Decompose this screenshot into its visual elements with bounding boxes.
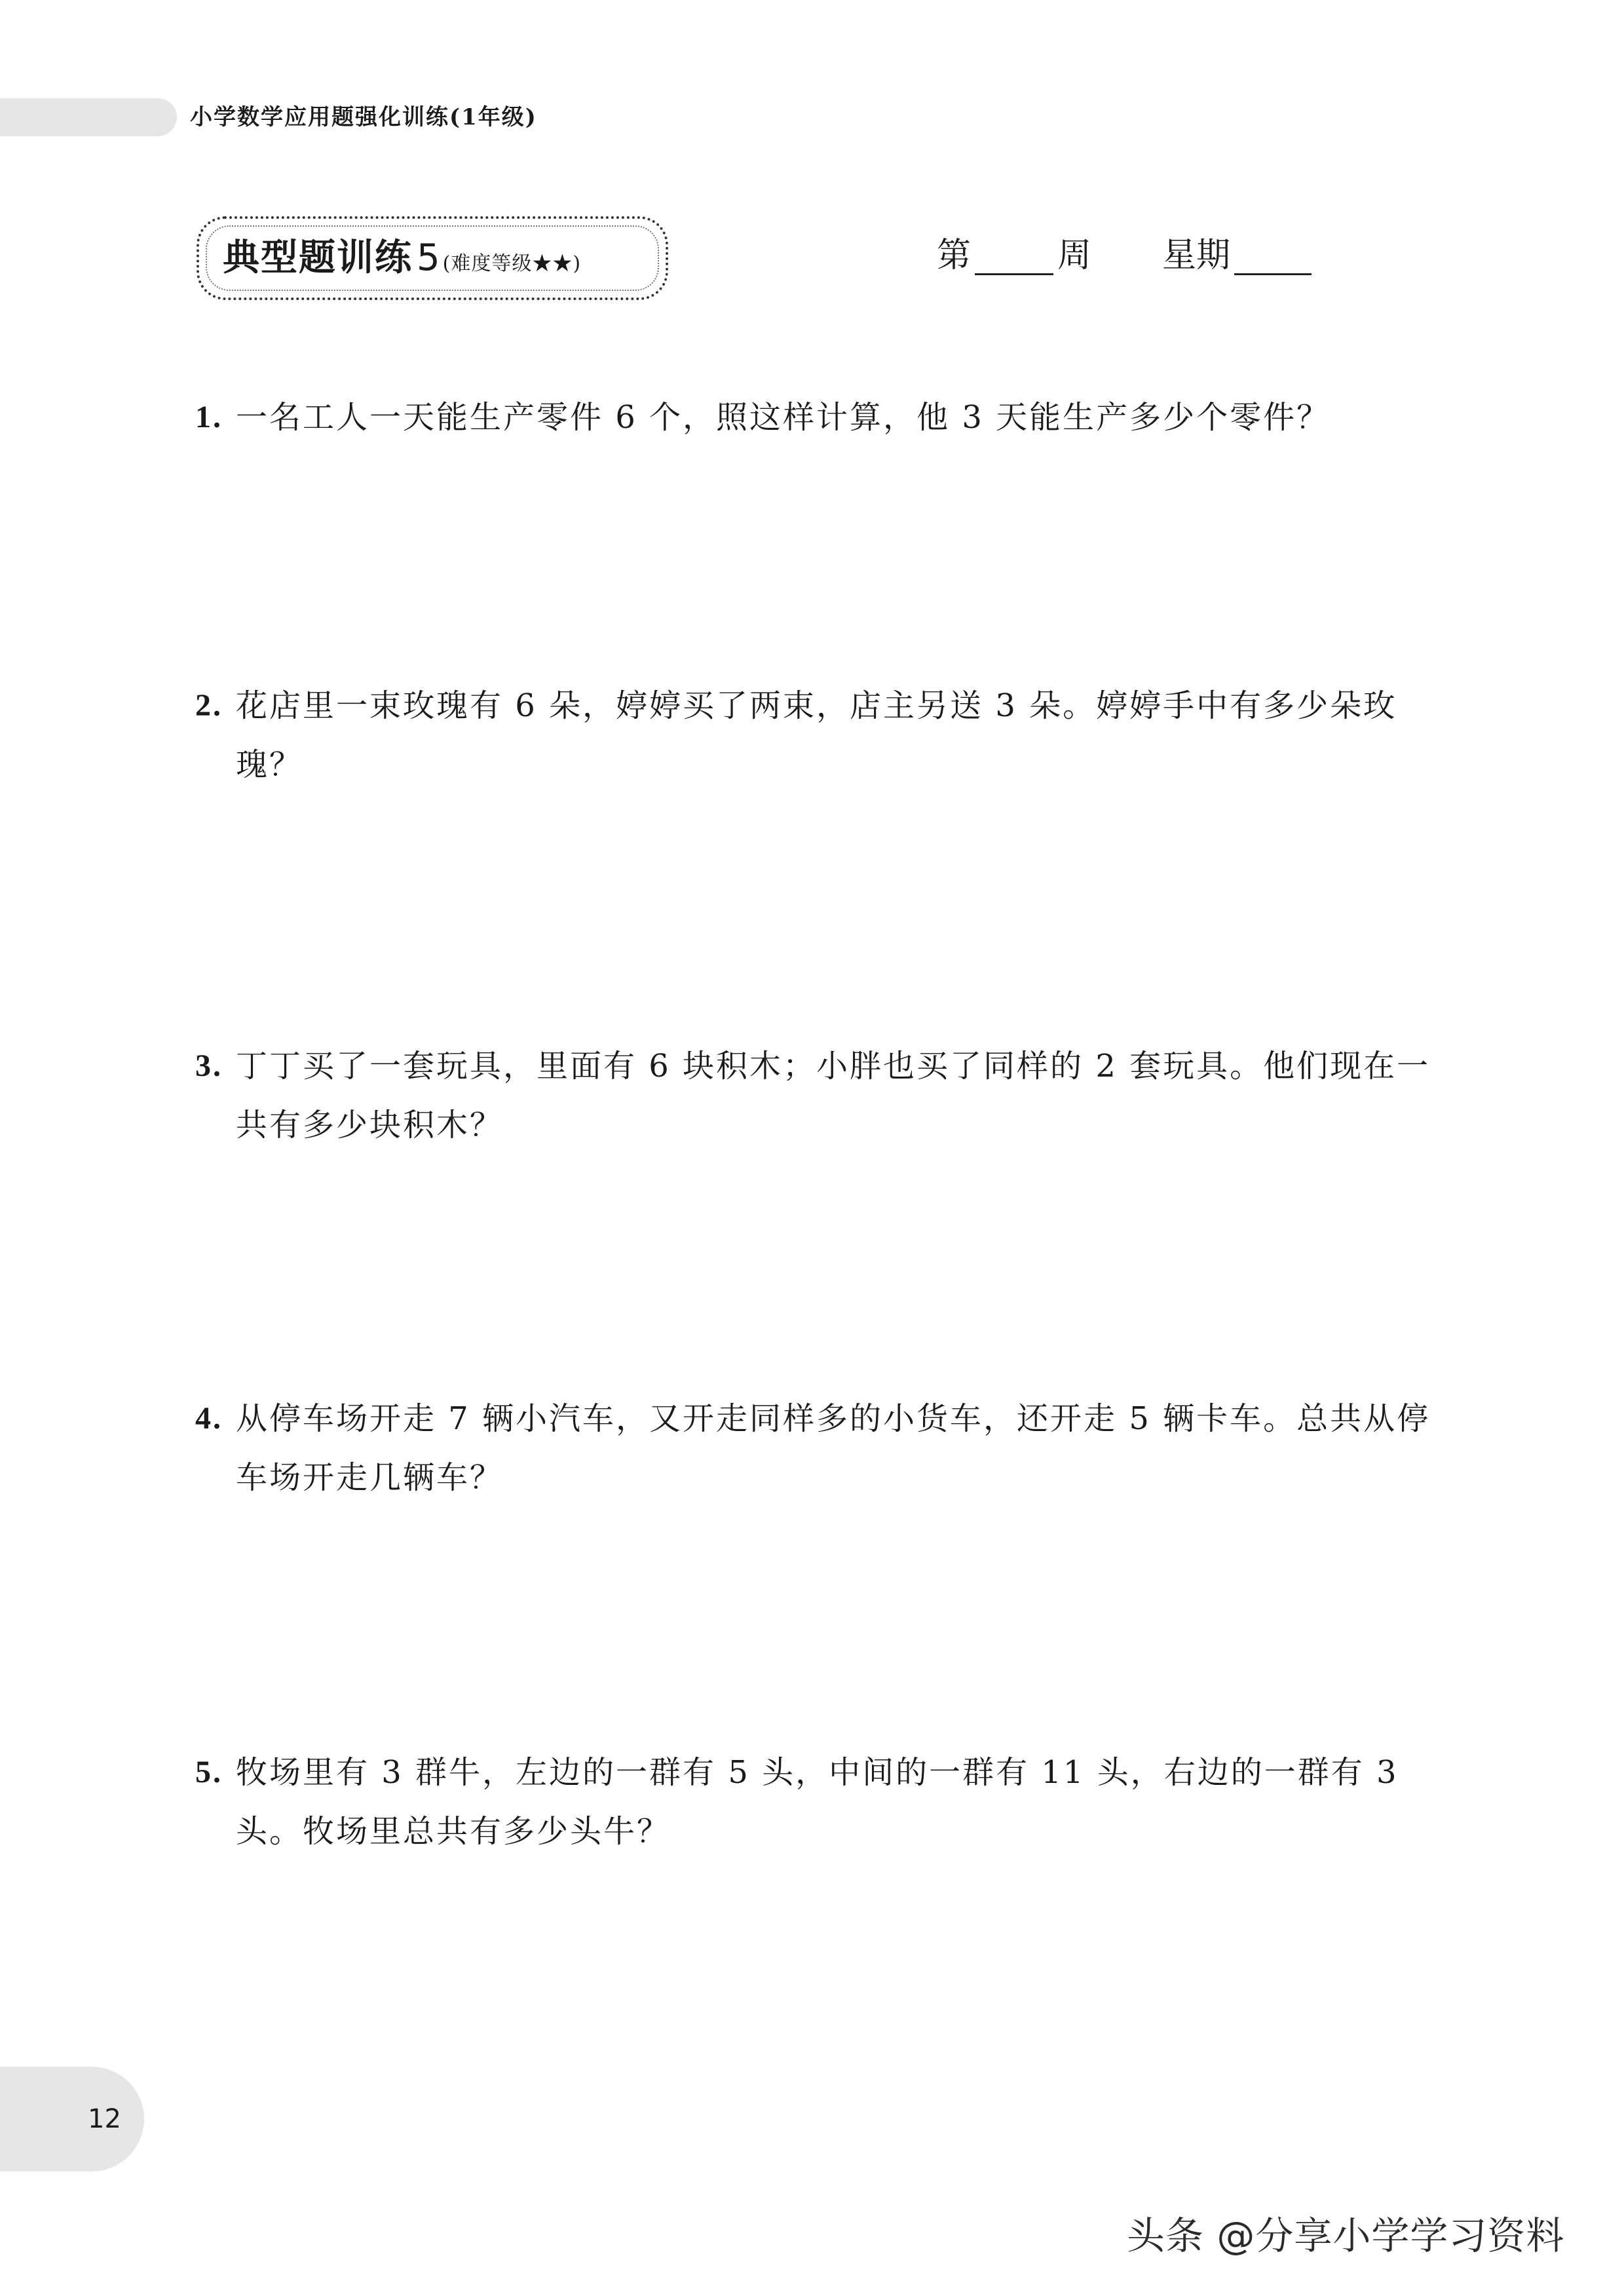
question-3: [195, 1037, 1453, 1155]
week-blank[interactable]: [975, 227, 1053, 275]
difficulty-rating: (难度等级★★): [442, 252, 582, 275]
section-number: 5: [417, 237, 440, 279]
question-text: 牧场里有 3 群牛，左边的一群有 5 头，中间的一群有 11 头，右边的一群有 3 头。牧场里总共有多少头牛？: [236, 1754, 1399, 1850]
question-number: 4.: [195, 1401, 223, 1436]
weekday-blank[interactable]: [1234, 227, 1312, 275]
question-text: 从停车场开走 7 辆小汽车，又开走同样多的小货车，还开走 5 辆卡车。总共从停车场开走几辆车？: [236, 1400, 1431, 1496]
question-number: 2.: [195, 688, 223, 723]
question-number: 3.: [195, 1048, 223, 1083]
date-fields: [937, 223, 1315, 282]
question-2: [195, 676, 1453, 794]
watermark: 头条 @分享小学学习资料: [1127, 2213, 1565, 2258]
book-title: 小学数学应用题强化训练(1年级): [190, 104, 537, 130]
question-4: [195, 1389, 1453, 1507]
week-prefix-label: 第: [937, 236, 972, 275]
page-number-tab: [0, 2067, 144, 2172]
question-1: [195, 388, 1453, 447]
header-band: [0, 98, 177, 136]
question-text: 丁丁买了一套玩具，里面有 6 块积木；小胖也买了同样的 2 套玩具。他们现在一共有多少块积木？: [236, 1048, 1431, 1143]
question-text: 花店里一束玫瑰有 6 朵，婷婷买了两束，店主另送 3 朵。婷婷手中有多少朵玫瑰？: [236, 687, 1397, 783]
page-number: 12: [88, 2104, 121, 2134]
week-suffix-label: 周: [1057, 236, 1092, 275]
question-number: 5.: [195, 1755, 223, 1789]
question-text: 一名工人一天能生产零件 6 个，照这样计算，他 3 天能生产多少个零件？: [236, 399, 1331, 436]
weekday-label: 星期: [1162, 236, 1231, 275]
section-title: [223, 231, 581, 286]
question-5: [195, 1743, 1453, 1861]
question-number: 1.: [195, 400, 223, 434]
section-title-text: 典型题训练: [223, 237, 413, 279]
